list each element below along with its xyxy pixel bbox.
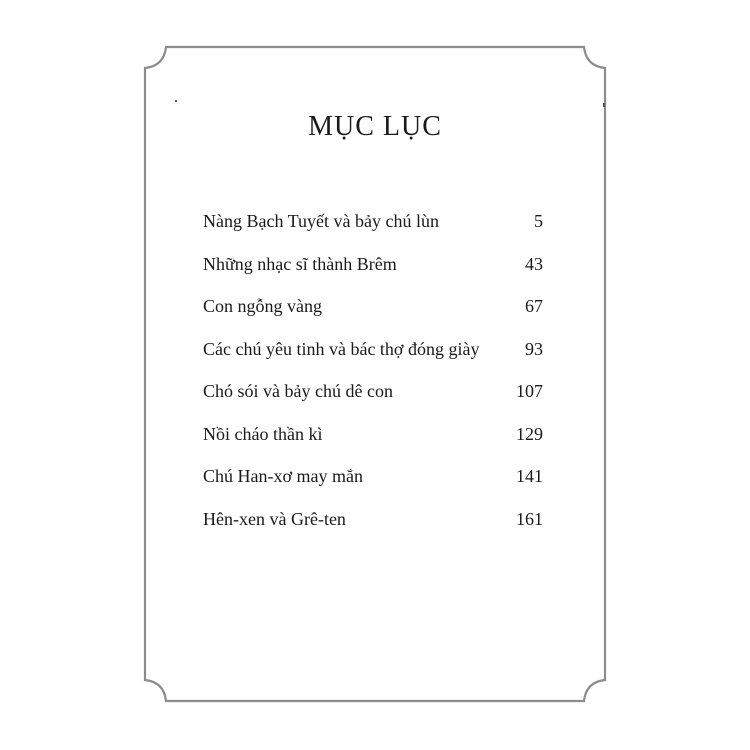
toc-entry-page-number: 93 [525, 338, 543, 359]
page-edge-mark [603, 103, 605, 107]
toc-entry [203, 334, 543, 377]
toc-entry-title: Hên-xen và Grê-ten [203, 508, 346, 529]
toc-entry-title: Những nhạc sĩ thành Brêm [203, 253, 397, 274]
page-title: MỤC LỤC [308, 111, 442, 142]
toc-entry-title: Chú Han-xơ may mắn [203, 466, 363, 486]
toc-entry [203, 249, 543, 292]
toc-entry-title: Nồi cháo thần kì [203, 423, 323, 444]
table-of-contents [203, 206, 543, 546]
toc-entry-page-number: 129 [516, 423, 543, 444]
toc-entry-page-number: 161 [516, 508, 543, 529]
ink-speck [175, 100, 177, 102]
toc-entry-page-number: 43 [525, 253, 543, 274]
toc-entry-page-number: 67 [525, 296, 543, 316]
toc-entry-page-number: 5 [534, 211, 543, 231]
toc-entry-page-number: 107 [516, 381, 543, 401]
toc-entry [203, 291, 543, 334]
toc-entry [203, 206, 543, 249]
toc-entry [203, 504, 543, 547]
toc-entry-page-number: 141 [516, 466, 543, 486]
toc-entry-title: Nàng Bạch Tuyết và bảy chú lùn [203, 211, 439, 231]
toc-entry [203, 376, 543, 419]
toc-entry [203, 419, 543, 462]
toc-entry [203, 461, 543, 504]
toc-entry-title: Các chú yêu tinh và bác thợ đóng giày [203, 338, 480, 359]
toc-entry-title: Chó sói và bảy chú dê con [203, 381, 393, 401]
toc-entry-title: Con ngỗng vàng [203, 296, 322, 316]
